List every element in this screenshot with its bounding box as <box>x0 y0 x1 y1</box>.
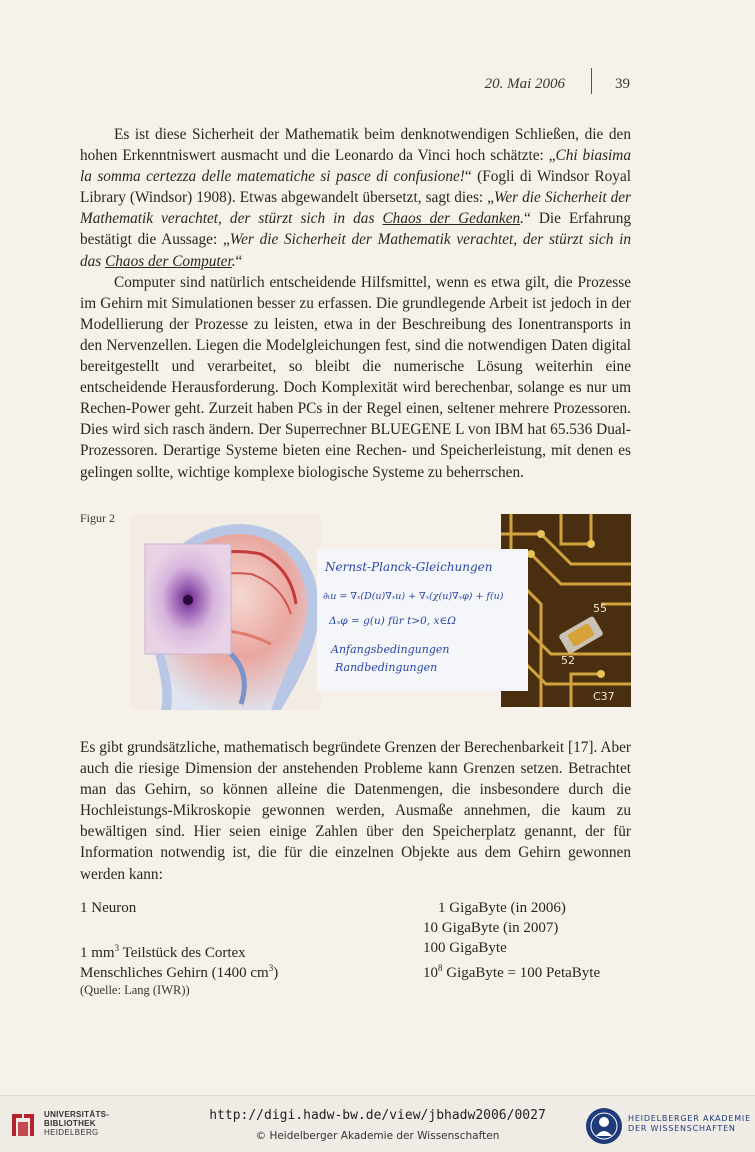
table-source: (Quelle: Lang (IWR)) <box>80 983 190 997</box>
quote-german-2: Wer die Sicherheit der Mathematik verachtet, der stürzt sich in das Chaos der Computer. <box>80 231 631 270</box>
figure-label: Figur 2 <box>80 511 116 525</box>
chip-label-52: 52 <box>561 654 575 667</box>
formula-title: Nernst-Planck-Gleichungen <box>325 560 493 574</box>
permalink-url[interactable]: http://digi.hadw-bw.de/view/jbhadw2006/0027 <box>209 1108 546 1123</box>
copyright-notice: © Heidelberger Akademie der Wissenschaften <box>255 1130 500 1142</box>
header-divider <box>591 68 592 94</box>
academy-logo[interactable] <box>584 1106 754 1146</box>
brain-mri-image <box>131 514 321 710</box>
formula-pde: ∂ₜu = ∇ₓ(D(u)∇ₓu) + ∇ₓ(χ(u)∇ₓφ) + f(u) <box>323 591 504 602</box>
storage-table <box>80 898 631 981</box>
formula-initial-conditions: Anfangsbedingungen <box>331 643 450 656</box>
table-row: 1 Neuron 1 GigaByte (in 2006) <box>80 900 566 916</box>
table-row: 1 $mm^3$ Teilstück des Cortex 100 GigaByte <box>80 940 507 961</box>
paragraph-limits: Es gibt grundsätzliche, mathematisch begründete Grenzen der Berechenbarkeit [17]. Aber auch die riesige Dimension der anstehenden Probleme kann Grenzen setzen. Betrachtet man das Gehirn, so können alleine die Datenmengen, die insbesondere durch die Hochleistungs-Mikroskopie gewonnen werden, Ausmaße annehmen, die kaum zu bewältigen sind. Hier seien einige Zahlen über den Speicherplatz genannt, der für Information notwendig ist, die für die einzelnen Objekte aus dem Gehirn gewonnen werden kann: <box>80 739 631 883</box>
running-header <box>0 76 630 100</box>
handwritten-equations <box>317 549 528 691</box>
quote-german-1: Wer die Sicherheit der Mathematik verachtet, der stürzt sich in das Chaos der Gedanken. <box>80 189 631 228</box>
quote-italian: Chi biasima la somma certezza delle matematiche si pasce di confusione! <box>80 147 632 186</box>
chip-label-c37: C37 <box>593 690 615 703</box>
text-block-bottom <box>80 737 631 885</box>
formula-boundary-conditions: Randbedingungen <box>335 661 438 674</box>
table-row: 10 GigaByte (in 2007) <box>423 920 559 936</box>
table-row: Menschliches Gehirn (1400 $cm^3$) $10^8$ GigaByte = 100 PetaByte <box>80 963 601 981</box>
chip-label-55: 55 <box>593 602 607 615</box>
academy-name-line2: DER WISSENSCHAFTEN <box>628 1124 736 1133</box>
header-date: 20. Mai 2006 <box>484 76 565 92</box>
library-name-line2: BIBLIOTHEK <box>44 1119 96 1128</box>
paragraph-leonardo: Es ist diese Sicherheit der Mathematik beim denknotwendigen Schließen, die den hohen Erkenntniswert ausmacht und die Leonardo da Vinci hoch schätzte: „Chi biasima la somma certezza delle matematiche si pasce di confusione!“ (Fogli di Windsor Royal Library (Windsor) 1908). Etwas abgewandelt übersetzt, sagt dies: „Wer die Sicherheit der Mathematik verachtet, der stürzt sich in das Chaos der Gedanken.“ Die Erfahrung bestätigt die Aussage: „Wer die Sicherheit der Mathematik verachtet, der stürzt sich in das Chaos der Computer.“ <box>80 126 632 270</box>
library-name-line3: HEIDELBERG <box>44 1128 99 1137</box>
academy-seal-icon <box>584 1106 624 1146</box>
page-number: 39 <box>615 76 630 92</box>
academy-name-line1: HEIDELBERGER AKADEMIE <box>628 1114 751 1123</box>
formula-poisson: Δₓφ = g(u) für t>0, x∈Ω <box>329 615 456 627</box>
paragraph-computer: Computer sind natürlich entscheidende Hilfsmittel, wenn es etwa gilt, die Prozesse im Gehirn mit Simulationen besser zu erfassen. Die grundlegende Arbeit ist jedoch in der Modellierung der Prozesse zu leisten, etwa in der Beschreibung des Ionentransports in den Nervenzellen. Liegen die Modelgleichungen fest, sind die notwendigen Daten digital bereitgestellt und verarbeitet, so bleibt die numerische Lösung weiterhin eine entscheidende Herausforderung. Doch Komplexität wird berechenbar, solange es nur um Rechen-Power geht. Zurzeit haben PCs in der Regel einen, seltener mehrere Prozessoren. Dies wird sich rasch ändern. Der Superrechner BLUEGENE L von IBM hat 65.536 Dual-Prozessoren. Derartige Systeme bieten eine Rechen- und Speicherleistung, mit denen es gelingen sollte, wichtige komplexe biologische Systeme zu beherrschen. <box>80 273 631 481</box>
digitization-footer <box>0 1095 755 1152</box>
text-block-top <box>80 124 631 483</box>
library-name-line1: UNIVERSITÄTS- <box>44 1110 110 1119</box>
